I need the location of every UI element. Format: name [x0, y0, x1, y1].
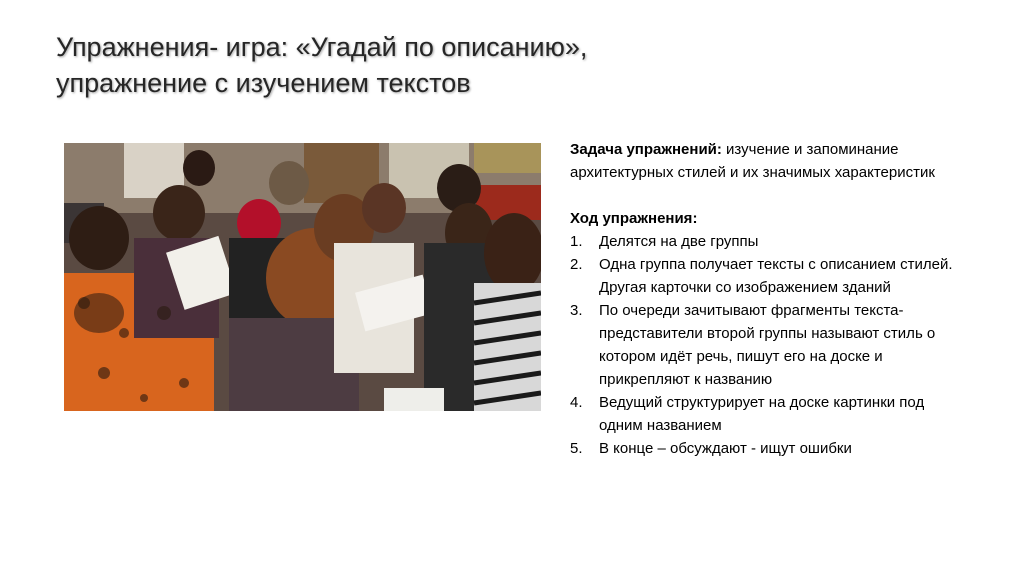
step-text: Делятся на две группы — [599, 233, 759, 250]
slide-title — [56, 29, 956, 101]
step-text: В конце – обсуждают - ищут ошибки — [599, 440, 852, 457]
classroom-photo — [64, 143, 541, 411]
task-paragraph — [570, 138, 970, 184]
step-text: Ведущий структурирует на доске картинки под одним названием — [599, 394, 925, 434]
procedure-step — [570, 253, 970, 299]
procedure-steps-list — [570, 230, 970, 460]
task-label: Задача упражнений: — [570, 141, 722, 158]
procedure-heading — [570, 207, 970, 230]
step-number: 3. — [570, 302, 583, 319]
procedure-step — [570, 437, 970, 460]
step-number: 5. — [570, 440, 583, 457]
procedure-step — [570, 299, 970, 391]
classroom-photo-illustration — [64, 143, 541, 411]
procedure-heading-text: Ход упражнения: — [570, 210, 698, 227]
slide-title-line-2: упражнение с изучением текстов — [56, 68, 471, 98]
step-text: Одна группа получает тексты с описанием стилей. Другая карточки со изображением зданий — [599, 256, 953, 296]
slide-title-line-1: Упражнения- игра: «Угадай по описанию», — [56, 32, 588, 62]
step-number: 1. — [570, 233, 583, 250]
procedure-step — [570, 230, 970, 253]
task-text: изучение и запоминание архитектурных стилей и их значимых характеристик — [570, 141, 935, 181]
step-number: 4. — [570, 394, 583, 411]
step-text: По очереди зачитывают фрагменты текста- представители второй группы называют стиль о котором идёт речь, пишут его на доске и прикрепляют к названию — [599, 302, 936, 388]
step-number: 2. — [570, 256, 583, 273]
procedure-step — [570, 391, 970, 437]
slide-body — [570, 138, 970, 460]
